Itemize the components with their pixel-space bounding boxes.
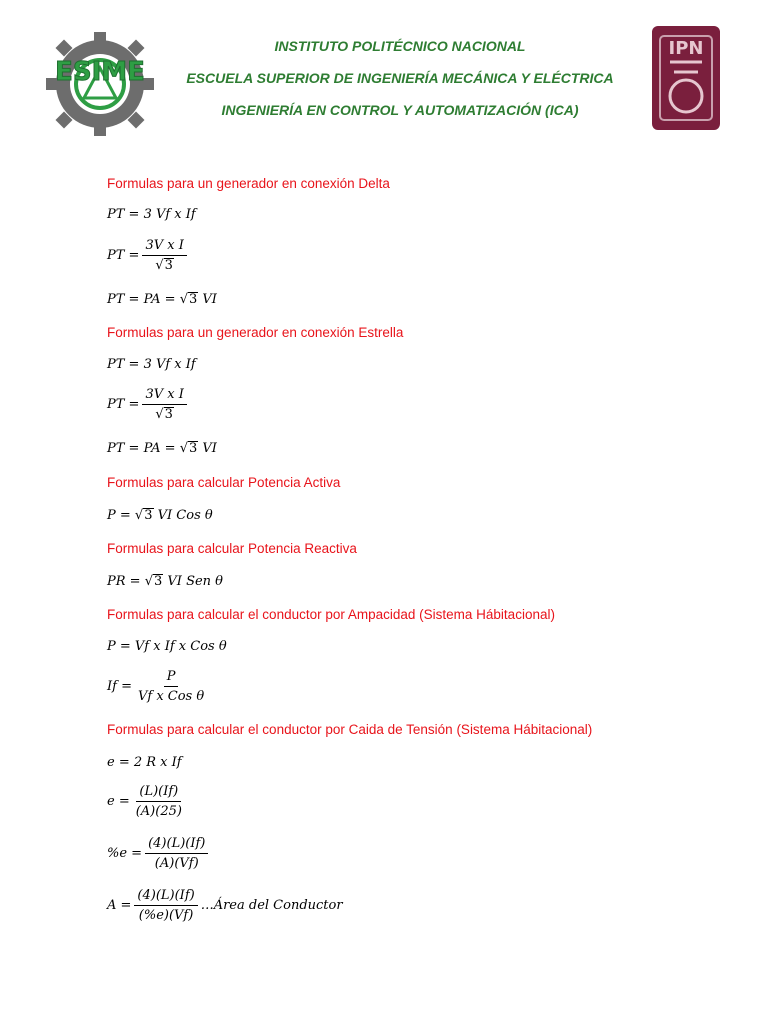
fraction: 3V x I √ 3	[142, 387, 186, 422]
ipn-logo-text: IPN	[668, 38, 704, 59]
reactiva-formula: PR = √ 3 VI Sen θ	[107, 574, 224, 589]
ampacidad-formula-1: P = Vf x If x Cos θ	[107, 639, 227, 654]
fraction: $\frac{(4)(L)(If)}{(A)(Vf)}$	[145, 836, 208, 871]
caida-formula-1: e = 2 R x If	[107, 755, 182, 770]
program-name: INGENIERÍA EN CONTROL Y AUTOMATIZACIÓN (ICA)	[221, 102, 579, 118]
estrella-formula-1: PT = 3 Vf x If	[107, 357, 196, 372]
caida-heading: Formulas para calcular el conductor por Caida de Tensión (Sistema Hábitacional)	[107, 722, 593, 737]
reactiva-heading: Formulas para calcular Potencia Reactiva	[107, 541, 357, 556]
fraction: $\frac{P}{\text{Vf x Cos θ}}$	[137, 669, 205, 704]
fraction: $\frac{(L)(If)}{(A)(25)}$	[135, 784, 182, 819]
caida-formula-2: e = $\frac{(L)(If)}{(A)(25)}$	[107, 784, 188, 819]
ipn-logo	[646, 22, 726, 134]
ampacidad-heading: Formulas para calcular el conductor por Ampacidad (Sistema Hábitacional)	[107, 607, 555, 622]
caida-formula-3: %e = $\frac{(4)(L)(If)}{(A)(Vf)}$	[107, 836, 211, 871]
delta-formula-2: PT = 3V x I √ 3	[107, 238, 190, 273]
delta-formula-1: PT = 3 Vf x If	[107, 207, 196, 222]
esime-logo-text: ESIME	[55, 57, 145, 87]
estrella-formula-3: PT = PA = √ 3 VI	[107, 441, 217, 456]
fraction: 3V x I √ 3	[142, 238, 186, 273]
delta-formula-3: PT = PA = √ 3 VI	[107, 292, 217, 307]
institution-header	[170, 30, 630, 126]
estrella-heading: Formulas para un generador en conexión Estrella	[107, 325, 404, 340]
esime-logo	[44, 28, 156, 136]
ampacidad-formula-2: If = $\frac{P}{\text{Vf x Cos θ}}$	[107, 669, 210, 704]
delta-heading: Formulas para un generador en conexión Delta	[107, 176, 390, 191]
school-name: ESCUELA SUPERIOR DE INGENIERÍA MECÁNICA Y ELÉCTRICA	[186, 70, 614, 86]
caida-formula-4: A = $\frac{(4)(L)(If)}{(\%e)(Vf)}$ …Área del Conductor	[107, 888, 343, 923]
activa-formula: P = √ 3 VI Cos θ	[107, 508, 213, 523]
fraction: $\frac{(4)(L)(If)}{(\%e)(Vf)}$	[134, 888, 197, 923]
estrella-formula-2: PT = 3V x I √ 3	[107, 387, 190, 422]
activa-heading: Formulas para calcular Potencia Activa	[107, 475, 341, 490]
institute-name: INSTITUTO POLITÉCNICO NACIONAL	[274, 38, 526, 54]
